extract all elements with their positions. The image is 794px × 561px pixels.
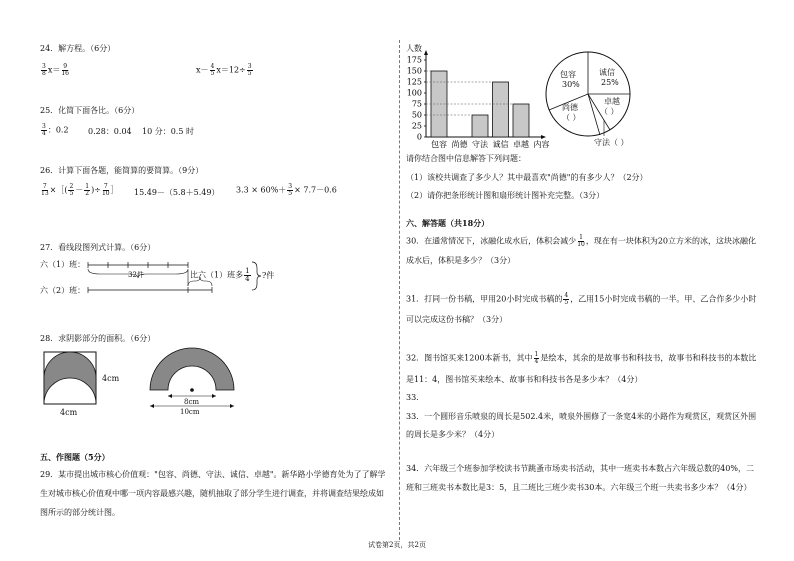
y-tick-label: 100 <box>406 88 422 98</box>
q30-line2: 成水后，体积是多少？（3分） <box>406 256 516 265</box>
y-tick-label: 175 <box>406 55 422 65</box>
q26-title: 26．计算下面各题，能简算的要简算。（9分） <box>40 166 204 175</box>
y-tick-label: 25 <box>411 121 422 131</box>
unknown-label: ?件 <box>262 271 275 280</box>
q24-title: 24．解方程。（6分） <box>40 44 116 53</box>
intro: 请你结合图中信息解答下列问题： <box>406 154 526 163</box>
class2-label: 六（2）班： <box>40 286 86 295</box>
q30-line1: 30．在通常情况下，冰融化成水后，体积会减少 $\frac{1}{10}$ ，现在有一块体积为20立方米的冰，这块冰融化 <box>406 234 757 248</box>
x-tick-label: 守法 <box>472 140 488 149</box>
x-tick-label: 包容 <box>431 140 447 149</box>
dim-8cm: 8cm <box>184 398 200 406</box>
q29-line1: 29．某市提出城市核心价值观："包容、尚德、守法、诚信、卓越"。新华路小学德育处为了了解学 <box>40 470 386 479</box>
label-32: 32件 <box>128 271 144 279</box>
q24-eq1: $\frac{3}{8}$ x＝ $\frac{9}{16}$ <box>42 63 69 77</box>
pie-zhuoyue: 卓越 <box>604 97 620 106</box>
q32-line1: 32．图书馆买来1200本新书，其中 $\frac{1}{4}$ 是绘本，其余的是故事书和科技书，故事书和科技书的本数比 <box>406 351 757 365</box>
q34-line1: 34．六年级三个班参加学校读书节跳蚤市场卖书活动，其中一班卖书本数占六年级总数的40%，二 <box>406 464 754 473</box>
chart-ylabel: 人数 <box>406 44 422 53</box>
pie-chengxin: 诚信 <box>599 68 615 77</box>
q26-expr2: 15.49－（5.8＋5.49） <box>134 188 220 197</box>
q29-line2: 生对城市核心价值观中哪一项内容最感兴趣，随机抽取了部分学生进行调查，并将调查结果绘成如 <box>40 489 384 498</box>
q26-expr3: 3.3 × 60%＋ $\frac{3}{5}$ × 7.7－0.6 <box>236 183 337 197</box>
q25-ratio2: 0.28：0.04 <box>88 127 132 136</box>
q24-eq2: x－ $\frac{4}{5}$ x＝12÷ $\frac{3}{5}$ <box>196 63 252 77</box>
page-footer: 试卷第2页，共2页 <box>368 541 426 549</box>
sub-q2: （2）请你把条形统计图和扇形统计图补充完整。（3分） <box>406 191 605 200</box>
pie-shangde: 尚德 <box>562 103 578 112</box>
y-tick-label: 0 <box>416 132 422 142</box>
class1-label: 六（1）班： <box>40 260 86 269</box>
q29-line3: 图所示的部分统计图。 <box>40 508 120 517</box>
pie-shangde-blank: （ ） <box>562 113 581 122</box>
sub-q1: （1）该校共调查了多少人？其中最喜欢"尚德"的有多少人？（2分） <box>406 173 648 182</box>
dim-4cm-b: 4cm <box>60 408 78 417</box>
pie-baorong: 包容 <box>560 70 576 79</box>
y-tick-label: 125 <box>406 77 422 87</box>
dim-4cm-a: 4cm <box>102 374 120 383</box>
q33-line2: 的周长是多少米？（4分） <box>406 430 500 439</box>
x-tick-label: 尚德 <box>451 140 468 149</box>
q27-title: 27．看线段图列式计算。（6分） <box>40 243 156 252</box>
q25-title: 25．化简下面各比。（6分） <box>40 106 140 115</box>
y-tick-label: 75 <box>411 99 422 109</box>
q26-expr1: $\frac{7}{13}$ ×［( $\frac{2}{5}$ － $\frac{1}{2}$ )÷ $\frac{7}{10}$ ］ <box>41 183 119 197</box>
q25-ratio1: $\frac{3}{4}$ ：0.2 <box>42 123 69 137</box>
pie-shoufa: 守法（ ） <box>594 138 629 147</box>
q31-line2: 可以完成这份书稿？（3分） <box>406 315 508 324</box>
y-tick-label: 50 <box>411 110 422 120</box>
q34-line2: 班和三班卖书本数比是3：5，且二班比三班少卖书30本。六年级三个班一共卖书多少本？（4分） <box>406 483 752 492</box>
q33-line1: 33．一个圆形音乐喷泉的周长是502.4米，喷泉外围修了一条宽4米的小路作为观赏区，观赏区外围 <box>406 412 757 421</box>
section5-title: 五、作图题（5分） <box>40 452 110 462</box>
dim-10cm: 10cm <box>180 408 200 416</box>
pie-zhuoyue-blank: （ ） <box>600 107 619 116</box>
x-tick-label: 诚信 <box>492 140 509 149</box>
q32-line2: 是11：4，图书馆买来绘本、故事书和科技书各是多少本？（4分） <box>406 375 643 384</box>
compare-label: 比六（1）班多 $\frac{1}{4}$ <box>190 267 250 283</box>
x-tick-label: 内容 <box>533 140 550 149</box>
q25-ratio3: 10 分：0.5 时 <box>142 127 194 136</box>
q33-blank: 33． <box>406 393 425 402</box>
q31-line1: 31．打同一份书稿，甲用20小时完成书稿的 $\frac{4}{5}$ ，乙用15小时完成书稿的一半。甲、乙合作多少小时 <box>406 292 757 306</box>
section6-title: 六、解答题（共18分） <box>406 218 490 228</box>
y-tick-label: 150 <box>406 66 422 76</box>
x-tick-label: 卓越 <box>513 140 529 149</box>
pie-chart <box>0 0 794 160</box>
q28-title: 28．求阴影部分的面积。（6分） <box>40 334 156 343</box>
pie-chengxin-pct: 25% <box>601 78 619 87</box>
pie-baorong-pct: 30% <box>562 80 580 89</box>
